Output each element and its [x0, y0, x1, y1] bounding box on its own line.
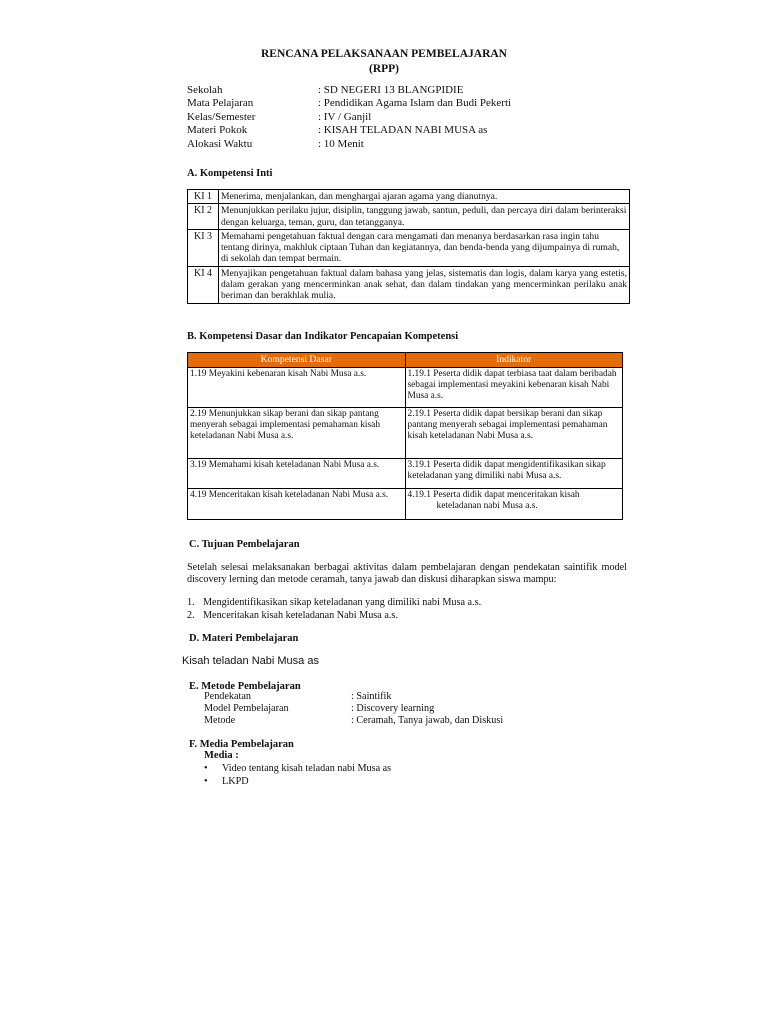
column-header-indicator: Indikator [405, 353, 623, 368]
table-row [188, 229, 630, 266]
info-row-class [187, 111, 647, 124]
method-row [204, 715, 503, 727]
table-row [188, 489, 623, 520]
ki-text: Menunjukkan perilaku jujur, disiplin, tanggung jawab, santun, peduli, dan percaya diri dalam berinteraksi dengan keluarga, teman, guru, dan tetangganya. [219, 204, 630, 230]
section-c-heading: C. Tujuan Pembelajaran [189, 539, 300, 550]
list-item [204, 775, 391, 788]
list-text: Video tentang kisah teladan nabi Musa as [222, 763, 392, 774]
ki-code: KI 4 [188, 266, 219, 303]
list-item [187, 610, 481, 623]
material-content: Kisah teladan Nabi Musa as [182, 655, 319, 667]
table-row [188, 408, 623, 459]
table-row [188, 190, 630, 204]
indicator-line: keteladanan nabi Musa a.s. [436, 501, 538, 512]
method-value: : Ceramah, Tanya jawab, dan Diskusi [351, 715, 504, 726]
core-competency-table [187, 189, 630, 304]
method-row [204, 703, 503, 715]
basic-competency-table [187, 352, 623, 520]
indicator-cell: 3.19.1 Peserta didik dapat mengidentifikasikan sikap keteladanan yang dimiliki nabi Musa a.s. [405, 459, 623, 489]
table-row [188, 459, 623, 489]
ki-text: Menyajikan pengetahuan faktual dalam bahasa yang jelas, sistematis dan logis, dalam karya yang estetis, dalam gerakan yang mencerminkan anak sehat, dan dalam tindakan yang mencerminkan perilaku anak beriman dan berakhlak mulia. [219, 266, 630, 303]
section-e-heading: E. Metode Pembelajaran [189, 681, 301, 692]
method-label: Pendekatan [204, 691, 251, 702]
info-label: Materi Pokok [187, 124, 248, 137]
info-row-subject [187, 97, 647, 110]
section-a-heading: A. Kompetensi Inti [187, 168, 273, 179]
table-header-row [188, 353, 623, 368]
kd-cell: 1.19 Meyakini kebenaran kisah Nabi Musa a.s. [188, 368, 406, 408]
info-row-time [187, 138, 647, 151]
section-b-heading: B. Kompetensi Dasar dan Indikator Pencapaian Kompetensi [187, 331, 459, 342]
bullet-icon: • [204, 776, 208, 787]
document-subtitle: (RPP) [368, 63, 399, 75]
method-row [204, 691, 503, 703]
ki-code: KI 3 [188, 229, 219, 266]
table-row [188, 266, 630, 303]
list-item [204, 762, 391, 775]
indicator-cell: 1.19.1 Peserta didik dapat terbiasa taat dalam beribadah sebagai implementasi meyakini kebenaran kisah Nabi Musa a.s. [405, 368, 623, 408]
info-label: Alokasi Waktu [187, 137, 253, 150]
method-label: Metode [204, 715, 236, 726]
list-number: 1. [187, 597, 195, 608]
section-d-heading: D. Materi Pembelajaran [189, 633, 299, 644]
info-label: Kelas/Semester [187, 110, 256, 123]
ki-text: Menerima, menjalankan, dan menghargai ajaran agama yang dianutnya. [219, 190, 630, 204]
info-value: : SD NEGERI 13 BLANGPIDIE [318, 84, 464, 96]
method-value: : Saintifik [351, 691, 392, 702]
objective-list [187, 597, 481, 622]
info-value: : IV / Ganjil [318, 110, 372, 123]
bullet-icon: • [204, 763, 208, 774]
table-row [188, 204, 630, 230]
indicator-line: 4.19.1 Peserta didik dapat menceritakan kisah [407, 490, 580, 500]
table-row [188, 368, 623, 408]
info-value: : 10 Menit [318, 137, 364, 150]
kd-cell: 4.19 Menceritakan kisah keteladanan Nabi Musa a.s. [188, 489, 406, 520]
list-item [187, 597, 481, 610]
method-label: Model Pembelajaran [204, 703, 289, 714]
info-row-school [187, 84, 647, 97]
info-value: : KISAH TELADAN NABI MUSA as [318, 124, 488, 137]
method-list [204, 691, 503, 727]
info-label: Sekolah [187, 84, 223, 96]
kd-cell: 3.19 Memahami kisah keteladanan Nabi Musa a.s. [188, 459, 406, 489]
list-text: LKPD [222, 776, 249, 787]
ki-code: KI 1 [188, 190, 219, 204]
learning-objective-paragraph: Setelah selesai melaksanakan berbagai aktivitas dalam pembelajaran dengan pendekatan saintifik model discovery lerning dan metode ceramah, tanya jawab dan diskusi diharapkan siswa mampu: [187, 562, 627, 585]
column-header-kd: Kompetensi Dasar [188, 353, 406, 368]
identity-info [187, 84, 647, 151]
list-text: Menceritakan kisah keteladanan Nabi Musa a.s. [203, 609, 398, 621]
info-value: : Pendidikan Agama Islam dan Budi Pekerti [318, 97, 512, 110]
list-number: 2. [187, 609, 195, 621]
media-list [204, 762, 391, 788]
info-row-topic [187, 124, 647, 137]
info-label: Mata Pelajaran [187, 97, 254, 110]
method-value: : Discovery learning [351, 703, 435, 714]
media-subheading: Media : [204, 750, 239, 761]
list-text: Mengidentifikasikan sikap keteladanan yang dimiliki nabi Musa a.s. [203, 597, 482, 608]
indicator-cell: 2.19.1 Peserta didik dapat bersikap berani dan sikap pantang menyerah sebagai implementasi pemahaman kisah keteladanan Nabi Musa a.s. [405, 408, 623, 459]
kd-cell: 2.19 Menunjukkan sikap berani dan sikap pantang menyerah sebagai implementasi pemahaman kisah keteladanan Nabi Musa a.s. [188, 408, 406, 459]
section-f-heading: F. Media Pembelajaran [189, 739, 294, 750]
ki-code: KI 2 [188, 204, 219, 230]
indicator-cell [405, 489, 623, 520]
document-title: RENCANA PELAKSANAAN PEMBELAJARAN [261, 48, 507, 60]
ki-text: Memahami pengetahuan faktual dengan cara mengamati dan menanya berdasarkan rasa ingin tahu tentang dirinya, makhluk ciptaan Tuhan dan kegiatannya, dan benda-benda yang dijumpainya di rumah, di sekolah dan tempat bermain. [219, 229, 630, 266]
